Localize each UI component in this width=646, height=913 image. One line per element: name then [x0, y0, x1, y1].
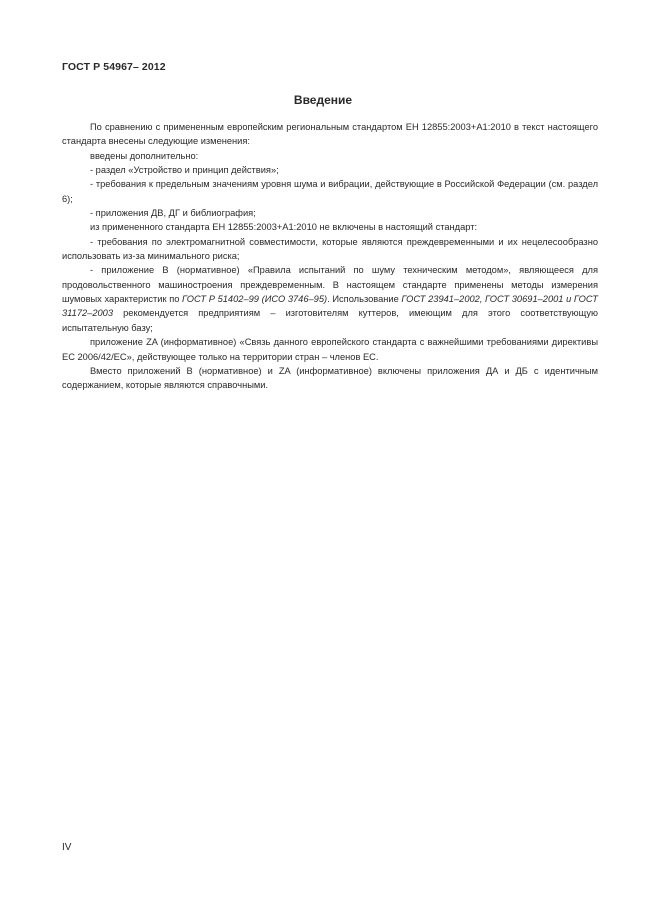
list-item: - раздел «Устройство и принцип действия»; [90, 165, 279, 176]
page-number: IV [62, 842, 72, 853]
list-item: - требования к предельным значениям уровня шума и вибрации, действующие в Российской Федерации (см. раздел 6); [62, 179, 598, 204]
standard-reference: ГОСТ 23941–2002, ГОСТ 30691–2001 и ГОСТ 31172–2003 [62, 294, 598, 319]
list-item [62, 263, 598, 335]
paragraph: Вместо приложений В (нормативное) и ZA (информативное) включены приложения ДА и ДБ с идентичным содержанием, которые являются справочными. [62, 365, 598, 391]
list-item: - требования по электромагнитной совместимости, которые являются преждевременными и их нецелесообразно использовать из-за минимального риска; [62, 236, 598, 262]
standard-reference: ГОСТ Р 51402–99 (ИСО 3746–95) [182, 294, 328, 305]
body-text [62, 120, 598, 393]
text-run: - приложение В (нормативное) «Правила испытаний по шуму техническим методом», являющееся для продовольственного машиностроения преждевременным. В настоящем стандарте применены методы измерения шумовых характеристик по [62, 265, 598, 305]
text-run: рекомендуется предприятиям – изготовителям куттеров, имеющим для этого соответствующую испытательную базу; [62, 308, 598, 333]
paragraph: введены дополнительно: [90, 150, 199, 161]
document-code: ГОСТ Р 54967– 2012 [62, 61, 166, 73]
section-title: Введение [293, 93, 353, 107]
paragraph: приложение ZA (информативное) «Связь данного европейского стандарта с важнейшими требованиями директивы ЕС 2006/42/ЕС», действующее только на территории стран – членов ЕС. [62, 337, 598, 362]
paragraph: из примененного стандарта ЕН 12855:2003+А1:2010 не включены в настоящий стандарт: [90, 222, 478, 233]
list-item: - приложения ДВ, ДГ и библиография; [90, 208, 256, 219]
paragraph: По сравнению с примененным европейским региональным стандартом ЕН 12855:2003+А1:2010 в текст настоящего стандарта внесены следующие изменения: [62, 122, 598, 147]
text-run: . Использование [327, 294, 402, 305]
